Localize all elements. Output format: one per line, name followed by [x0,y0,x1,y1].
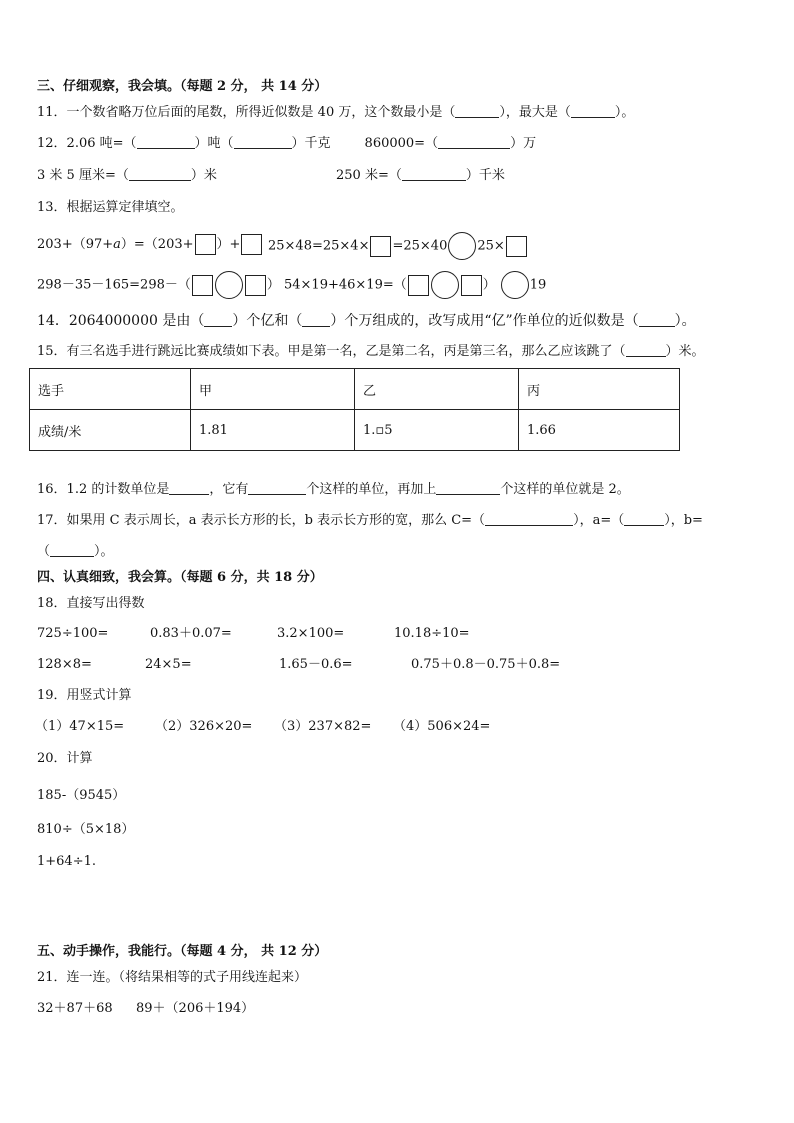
q13-var-a: a [113,237,121,252]
q19-item: （1）47×15= [35,719,125,734]
question-17-line-2 [37,542,114,562]
q16-blank-1[interactable] [169,480,209,495]
table-cell: 1.66 [519,410,680,451]
q13-text-f: 25× [477,238,505,254]
q14-blank-2[interactable] [302,312,330,327]
table-header-row [30,369,680,410]
q13-box-4[interactable] [506,236,527,257]
q18-item: 10.18÷10= [394,626,470,641]
q16-blank-2[interactable] [248,480,306,495]
question-15 [37,342,705,362]
q20-item: 810÷（5×18） [37,822,135,837]
q13-circle-1[interactable] [448,232,476,260]
question-13-line-1b [268,232,528,260]
q21-expression-b: 89＋（206＋194） [136,1001,255,1016]
question-16 [37,480,630,500]
q13-box-6[interactable] [245,275,266,296]
q12-blank-4[interactable] [129,166,191,181]
q14-text-c: ）个万组成的，改写成用“亿”作单位的近似数是（ [330,313,639,329]
q13-text-h: ） [266,277,280,293]
q11-blank-max[interactable] [571,103,615,118]
q13-text-d: 25×48=25×4× [268,238,370,254]
q19-item: （3）237×82= [274,719,372,734]
section-4-header: 四、认真细致，我会算。（每题 6 分，共 18 分） [37,570,323,585]
q16-text-d: 个这样的单位就是 2。 [500,482,630,497]
q13-text-j: ） [482,277,496,293]
question-21-title: 21．连一连。（将结果相等的式子用线连起来） [37,970,308,985]
q12-blank-3[interactable] [438,134,510,149]
q12-text-i: ）千米 [465,168,505,183]
question-13-line-2b [284,271,546,299]
q11-text-b: ），最大是（ [499,105,571,120]
question-14 [37,311,696,331]
q14-text-a: 14．2064000000 是由（ [37,313,205,329]
q13-text-i: 54×19+46×19=（ [284,277,407,293]
q13-box-5[interactable] [192,275,213,296]
q17-text-e: ）。 [94,544,114,559]
q19-item: （2）326×20= [155,719,253,734]
question-20-title: 20．计算 [37,751,93,766]
q18-item: 725÷100= [37,626,109,641]
q12-text-b: ）吨（ [194,136,234,151]
table-cell: 成绩/米 [30,410,191,451]
question-13-title: 13．根据运算定律填空。 [37,200,184,215]
q18-item: 128×8= [37,657,92,672]
q13-text-g: 298－35－165=298－（ [37,277,191,293]
q13-circle-2[interactable] [215,271,243,299]
q12-text-e: ）万 [510,136,537,151]
q18-item: 3.2×100= [277,626,345,641]
table-row [30,410,680,451]
q14-blank-1[interactable] [204,312,232,327]
q16-blank-3[interactable] [436,480,500,495]
q12-blank-2[interactable] [234,134,292,149]
table-header-cell: 乙 [355,369,519,410]
table-cell: 1.81 [191,410,355,451]
q12-blank-1[interactable] [137,134,195,149]
question-12-line-2 [37,166,217,186]
q16-text-c: 个这样的单位，再加上 [306,482,437,497]
question-17-line-1 [37,511,703,531]
q13-text-a: 203+（97+ [37,237,114,252]
q18-item: 1.65－0.6= [279,657,353,672]
q13-text-e: =25×40 [392,238,448,254]
q17-blank-b[interactable] [50,542,94,557]
q13-circle-4[interactable] [501,271,529,299]
question-13-line-1 [37,232,263,258]
q14-text-b: ）个亿和（ [232,313,303,329]
q14-text-d: ）。 [674,313,696,329]
q12-text-f: 3 米 5 厘米=（ [37,168,129,183]
q13-text-k: 19 [529,277,547,293]
q11-text-a: 11．一个数省略万位后面的尾数，所得近似数是 40 万，这个数最小是（ [37,105,456,120]
q15-text-a: 15．有三名选手进行跳远比赛成绩如下表。甲是第一名，乙是第二名，丙是第三名，那么乙应该跳了（ [37,344,626,359]
q19-item: （4）506×24= [393,719,491,734]
table-header-cell: 丙 [519,369,680,410]
q20-item: 1+64÷1. [37,854,97,869]
q17-blank-a[interactable] [624,511,664,526]
question-11 [37,103,634,123]
q21-expression-a: 32＋87＋68 [37,1001,113,1016]
section-3-header: 三、仔细观察，我会填。（每题 2 分， 共 14 分） [37,79,328,94]
q15-blank[interactable] [626,342,666,357]
results-table [29,368,680,451]
q13-box-1[interactable] [195,234,216,255]
q14-blank-3[interactable] [639,312,675,327]
q17-text-a: 17．如果用 C 表示周长，a 表示长方形的长，b 表示长方形的宽，那么 C=（ [37,513,486,528]
question-13-line-2 [37,271,280,299]
q18-item: 24×5= [145,657,192,672]
q17-text-c: ），b= [664,513,703,528]
q11-text-c: ）。 [614,105,635,120]
q13-box-2[interactable] [241,234,262,255]
q13-box-8[interactable] [461,275,482,296]
table-header-cell: 甲 [191,369,355,410]
section-5-header: 五、动手操作，我能行。（每题 4 分， 共 12 分） [37,944,328,959]
q12-blank-5[interactable] [402,166,466,181]
q12-text-a: 12．2.06 吨=（ [37,136,137,151]
q12-text-h: 250 米=（ [336,168,402,183]
question-19-title: 19．用竖式计算 [37,688,132,703]
table-cell: 1.▫5 [355,410,519,451]
q17-text-d: （ [37,544,51,559]
q11-blank-min[interactable] [455,103,499,118]
q13-text-c: ）+ [216,237,241,252]
q12-text-d: 860000=（ [364,136,439,151]
q12-text-c: ）千克 [291,136,331,151]
question-12-line-1 [37,134,536,154]
q16-text-b: ，它有 [209,482,249,497]
q18-item: 0.75＋0.8－0.75＋0.8= [411,657,561,672]
q13-circle-3[interactable] [431,271,459,299]
q17-blank-c[interactable] [485,511,573,526]
q13-text-b: ）=（203+ [120,237,194,252]
q16-text-a: 16．1.2 的计数单位是 [37,482,170,497]
q15-text-b: ）米。 [665,344,705,359]
question-18-title: 18．直接写出得数 [37,596,145,611]
q13-box-3[interactable] [370,236,391,257]
q17-text-b: ），a=（ [573,513,625,528]
q20-item: 185-（9545） [37,788,126,803]
q13-box-7[interactable] [408,275,429,296]
table-header-cell: 选手 [30,369,191,410]
q12-text-g: ）米 [190,168,217,183]
question-12-line-2b [336,166,505,186]
q18-item: 0.83＋0.07= [150,626,232,641]
